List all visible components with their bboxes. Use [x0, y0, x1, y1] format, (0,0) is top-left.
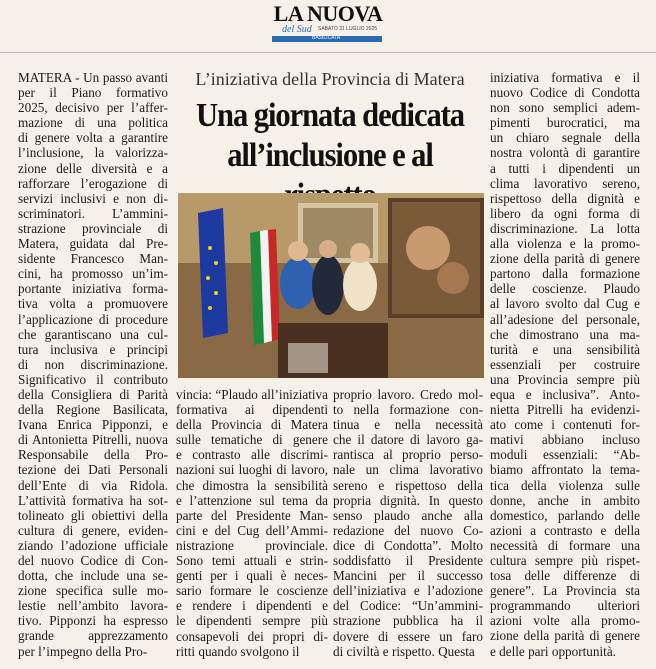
headline-line-1: Una giornata dedicata [195, 97, 465, 134]
article-line: e contrasto alle discrimi- [176, 447, 328, 463]
masthead-edition: BASILICATA [312, 35, 341, 41]
article-kicker: L’iniziativa della Provincia di Matera [195, 69, 465, 89]
article-line: pimenti burocratici, ma [490, 115, 640, 131]
article-line: rafforzare l’erogazione di [18, 175, 168, 191]
article-line: l’applicazione di procedure [18, 311, 168, 327]
article-line: proprio lavoro. Credo mol- [333, 387, 483, 402]
article-column-1 [18, 70, 168, 659]
article-line: azioni volte alla promo- [490, 613, 640, 629]
article-line: genti per i quali è neces- [176, 568, 328, 584]
article-line: per il Piano formativo [18, 85, 168, 101]
article-line: 2025, decisivo per l’affer- [18, 100, 168, 116]
article-line: le dipendenti sempre più [176, 613, 328, 629]
article-line: dotta, che include una se- [18, 568, 168, 584]
article-line: nazioni sui luoghi di lavoro, [176, 462, 328, 478]
article-line: delle coscienze. Plaudo [490, 281, 640, 297]
article-line: tiva volta a promuovere [18, 296, 168, 312]
article-line: nale un clima lavorativo [333, 462, 483, 478]
article-line: della Provincia di Matera [176, 417, 328, 433]
article-line: ziando l’adozione ufficiale [18, 537, 168, 553]
article-line: cini e del Cug dell’Ammi- [176, 522, 328, 538]
article-line: nuovo Codice di Condotta [490, 85, 640, 101]
headline-line-2: all’inclusione e al [227, 137, 433, 174]
article-line: dell’iniziativa e l’adozione [333, 583, 483, 599]
article-line: sario formare le coscienze [176, 583, 328, 599]
article-line: genere”. La Provincia sta [490, 583, 640, 599]
article-line: azioni a contrasto e della [490, 522, 640, 538]
article-line: zione della parità di genere [490, 251, 640, 267]
article-line: l’inclusione, la valorizza- [18, 145, 168, 161]
masthead-title: LA NUOVA [273, 1, 383, 26]
article-line: clima lavorativo sereno, [490, 175, 640, 191]
article-line: nistrazione provinciale. [176, 537, 328, 553]
article-line: programmando ulteriori [490, 598, 640, 614]
article-line: e delle pari opportunità. [490, 643, 616, 659]
article-line: dell’Ente di via Ridola. [18, 477, 168, 493]
article-line: zione specifica sulle mo- [18, 583, 168, 599]
article-line: cultura sempre più rispet- [490, 553, 640, 568]
article-line: di genere volta a garantire [18, 130, 168, 146]
article-line: propria dignità. In questo [333, 492, 483, 508]
article-line: Ivana Enrica Pipponzi, e [18, 417, 168, 433]
article-line: ato come i contenuti for- [490, 417, 640, 433]
article-line: parte del Presidente Man- [176, 507, 328, 523]
article-line: tezione dei Dati Personali [18, 462, 168, 478]
article-line: rispettoso della dignità e [490, 190, 640, 206]
article-line: mazione di una politica [18, 115, 168, 131]
article-line: che dimostrano una ma- [490, 326, 640, 342]
article-line: Responsabile della Pro- [18, 447, 168, 463]
article-line: tica della violenza sulle [490, 477, 640, 493]
article-line: tosa delle differenze di [490, 568, 640, 584]
article-line: sereno e rispettoso della [333, 477, 483, 493]
article-line: moduli essenziali: “Ab- [490, 447, 640, 463]
article-line: necessità di formare una [490, 537, 640, 553]
article-line: scriminatori. L’ammini- [18, 205, 168, 221]
article-line: del Codice: “Un’ammini- [333, 598, 483, 614]
article-photo [178, 193, 484, 378]
article-line: grande apprezzamento [18, 628, 168, 644]
masthead-subtitle: del Sud [282, 24, 312, 35]
article-line: mativi abbiano incluso [490, 432, 640, 448]
article-line: e rendere i dipendenti e [176, 598, 328, 614]
article-line: donne, anche in ambito [490, 492, 640, 508]
article-line: zione delle diversità e a [18, 160, 168, 176]
article-line: dice di Condotta”. Molto [333, 537, 483, 553]
article-line: di Antonietta Pitrelli, nuova [18, 432, 168, 448]
article-line: per l’impegno della Pro- [18, 643, 148, 659]
article-line: cultura di genere, eviden- [18, 522, 168, 538]
article-line: essenziali per costruire [490, 356, 640, 372]
article-line: e l’attenzione sul tema da [176, 492, 328, 508]
article-line: sulle tematiche di genere [176, 432, 328, 448]
article-line: portante iniziativa forma- [18, 281, 168, 297]
article-line: al lavoro svolto dal Cug e [490, 296, 640, 312]
masthead-date: SABATO 31 LUGLIO 2025 [318, 26, 378, 32]
article-column-2 [176, 387, 328, 659]
article-line: ritti quando svolgono il [176, 643, 300, 659]
article-line: to nella formazione con- [333, 402, 483, 418]
article-line: strazione pubblica ha il [333, 613, 483, 629]
article-line: iniziativa formativa e il [490, 70, 640, 85]
article-line: della Consigliera di Parità [18, 386, 168, 402]
article-line: a tutti i dipendenti un [490, 160, 640, 176]
article-line: lestie nell’ambito lavora- [18, 598, 168, 614]
article-line: una Provincia sempre più [490, 371, 640, 387]
article-line: biamo affrontato la tema- [490, 462, 640, 478]
article-line: turità e una sensibilità [490, 341, 640, 357]
article-line: formativa ai dipendenti [176, 402, 328, 418]
article-line: dovere di essere un faro [333, 628, 483, 644]
article-line: del nuovo Codice di Con- [18, 553, 168, 568]
article-line: tinua e nella necessità [333, 417, 483, 433]
article-line: nietta Pitrelli ha evidenzi- [490, 402, 640, 418]
article-line: nostra volontà di garantire [490, 145, 640, 161]
article-line: tura inclusiva e principi [18, 341, 168, 357]
article-column-4 [490, 70, 640, 659]
article-line: L’attività formativa ha sot- [18, 492, 168, 508]
article-line: cini, ha promosso un’im- [18, 266, 168, 282]
article-line: vincia: “Plaudo all’iniziativa [176, 387, 328, 402]
article-line: rantisca al proprio perso- [333, 447, 483, 463]
article-line: tolineato gli obiettivi della [18, 507, 168, 523]
article-line: senso plaudo anche alla [333, 507, 483, 523]
article-line: tivo. Pipponzi ha espresso [18, 613, 168, 629]
article-line: MATERA - Un passo avanti [18, 70, 168, 85]
article-line: non sono semplici adem- [490, 100, 640, 116]
article-line: soddisfatto il Presidente [333, 553, 483, 569]
article-line: Significativo il contributo [18, 371, 168, 387]
article-line: di civiltà e rispetto. Questa [333, 643, 475, 659]
article-line: un chiaro segnale della [490, 130, 640, 146]
article-line: libero da ogni forma di [490, 205, 640, 221]
article-line: che garantiscano una cul- [18, 326, 168, 342]
article-line: alla violenza e la promo- [490, 236, 640, 252]
article-line: Matera, guidata dal Pre- [18, 236, 168, 252]
article-line: Mancini per il successo [333, 568, 483, 584]
article-line: redazione del nuovo Co- [333, 522, 483, 538]
article-line: che dimostra la sensibilità [176, 477, 328, 493]
article-column-3 [333, 387, 483, 659]
article-line: sidente Francesco Man- [18, 251, 168, 267]
article-line: partono dalla formazione [490, 266, 640, 282]
article-line: discriminazione. La lotta [490, 220, 640, 236]
article-line: domestico, parlando delle [490, 507, 640, 523]
article-line: all’adesione del personale, [490, 311, 640, 327]
article-line: consapevoli dei propri di- [176, 628, 328, 644]
article-line: zione della parità di genere [490, 628, 640, 644]
article-line: che il datore di lavoro ga- [333, 432, 483, 448]
article-line: strazione provinciale di [18, 220, 168, 236]
article-line: della Regione Basilicata, [18, 402, 168, 418]
article-line: di non discriminazione. [18, 356, 168, 372]
article-line: equa e inclusiva”. Anto- [490, 386, 640, 402]
article-line: Sono temi attuali e strin- [176, 553, 328, 569]
photo-illustration [178, 193, 484, 378]
masthead [0, 0, 656, 52]
article-line: servizi inclusivi e non di- [18, 190, 168, 206]
masthead-edition-bar [272, 36, 382, 42]
